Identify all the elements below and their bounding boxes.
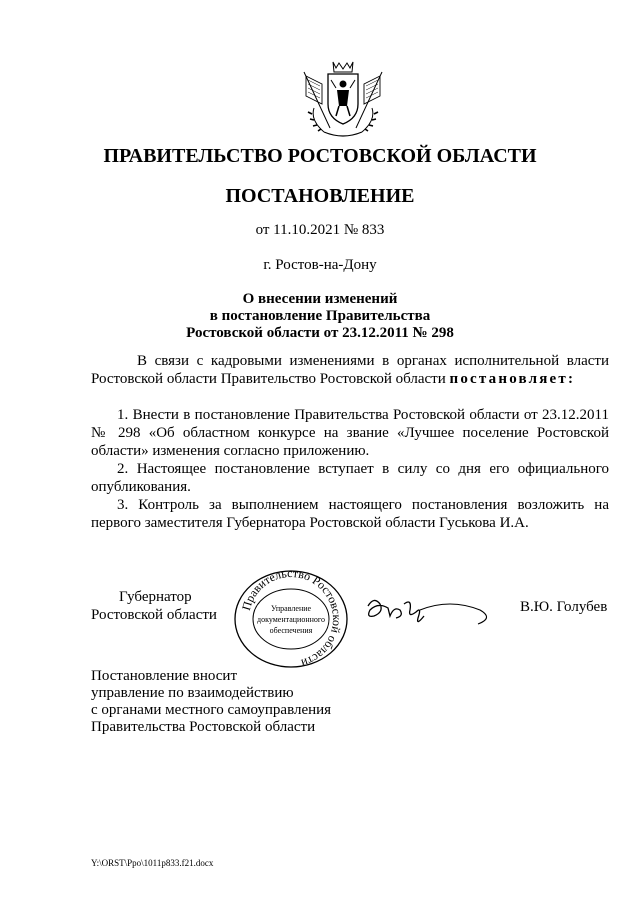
seal-center-line: Управление — [270, 604, 312, 613]
submitter-line: управление по взаимодействию — [91, 685, 294, 701]
resolution-item: 1. Внести в постановление Правительства Ростовской области от 23.12.2011 № 298 «Об областном конкурсе на звание «Лучшее поселение Ростовской области» изменения согласно приложению. — [91, 407, 609, 459]
preamble-text: В связи с кадровыми изменениями в органах исполнительной власти Ростовской области Правительство Ростовской области — [91, 353, 609, 387]
resolution-item: 3. Контроль за выполнением настоящего постановления возложить на первого заместителя Губернатора Ростовской области Гуськова И.А. — [91, 497, 609, 531]
handwritten-signature — [360, 588, 500, 632]
preamble-paragraph — [91, 352, 609, 388]
coat-of-arms-emblem — [300, 58, 386, 140]
subject-line: в постановление Правительства — [209, 308, 431, 324]
document-subject — [0, 291, 640, 342]
signatory-title-line: Ростовской области — [91, 607, 217, 623]
resolution-items — [91, 406, 609, 532]
seal-center-line: документационного — [257, 615, 325, 624]
document-date-number: от 11.10.2021 № 833 — [255, 222, 385, 238]
official-seal — [227, 567, 355, 671]
footer-file-path: Y:\ORST\Ppo\1011p833.f21.docx — [91, 858, 214, 868]
preamble-verb: постановляет: — [449, 371, 576, 387]
seal-ring-text: Правительство Ростовской области — [238, 567, 345, 671]
government-title: ПРАВИТЕЛЬСТВО РОСТОВСКОЙ ОБЛАСТИ — [103, 145, 537, 167]
submitter-line: Постановление вносит — [91, 668, 238, 684]
subject-line: Ростовской области от 23.12.2011 № 298 — [186, 325, 454, 341]
seal-center-line: обеспечения — [269, 626, 313, 635]
signatory-title — [91, 588, 217, 624]
submitter-block — [91, 668, 331, 736]
resolution-item: 2. Настоящее постановление вступает в силу со дня его официального опубликования. — [91, 461, 609, 495]
document-city: г. Ростов-на-Дону — [263, 257, 377, 273]
signatory-name: В.Ю. Голубев — [520, 599, 608, 615]
subject-line: О внесении изменений — [242, 291, 398, 307]
signatory-title-line: Губернатор — [119, 589, 192, 605]
submitter-line: Правительства Ростовской области — [91, 719, 316, 735]
submitter-line: с органами местного самоуправления — [91, 702, 332, 718]
document-type: ПОСТАНОВЛЕНИЕ — [225, 185, 415, 207]
